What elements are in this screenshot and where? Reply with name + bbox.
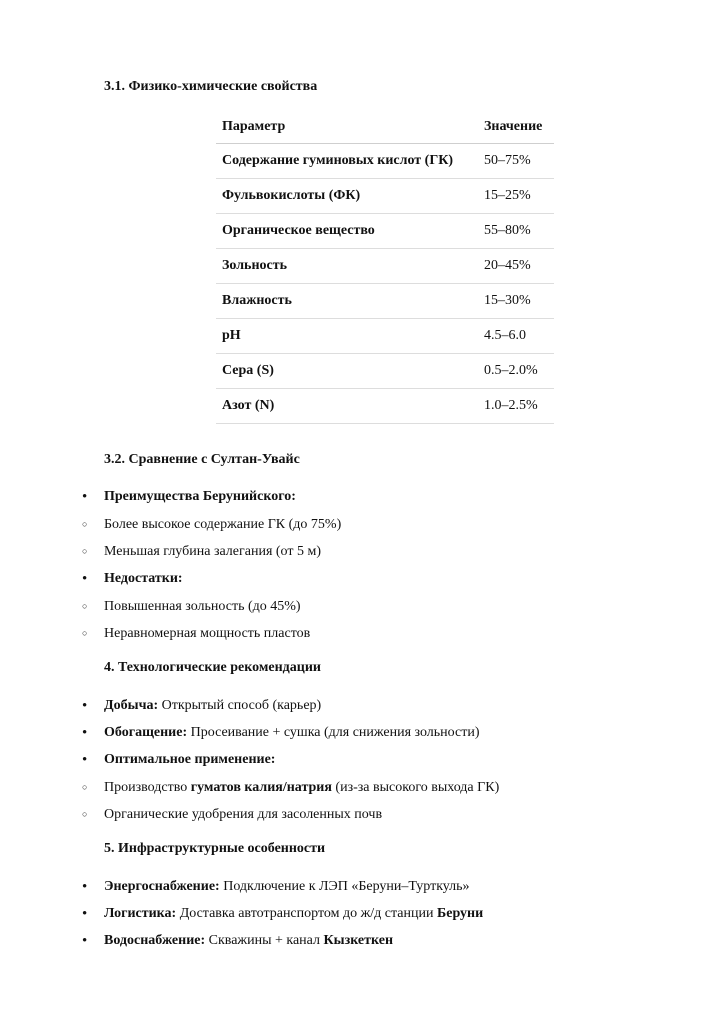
table-row <box>216 284 554 319</box>
advantage-text: Более высокое содержание ГК (до 75%) <box>104 517 342 532</box>
logistics-text: Доставка автотранспортом до ж/д станции <box>176 906 437 921</box>
water-label: Водоснабжение: <box>104 933 206 948</box>
bullet-icon <box>82 488 87 507</box>
list-item <box>104 488 296 506</box>
value-cell: 0.5–2.0% <box>478 354 554 389</box>
drawbacks-label: Недостатки: <box>104 571 183 586</box>
list-item <box>104 751 275 769</box>
parameter-cell: Влажность <box>216 284 478 319</box>
list-item <box>104 598 301 616</box>
section-heading-5: 5. Инфраструктурные особенности <box>104 841 326 856</box>
bullet-icon <box>82 905 87 924</box>
water-canal: Кызкеткен <box>323 933 394 948</box>
energy-text: Подключение к ЛЭП «Беруни–Турткуль» <box>219 879 470 894</box>
table-row <box>216 389 554 424</box>
bullet-icon <box>82 724 87 743</box>
value-cell: 15–30% <box>478 284 554 319</box>
list-item <box>104 697 321 715</box>
list-item <box>104 724 480 742</box>
circle-bullet-icon <box>82 516 87 534</box>
application-label: Оптимальное применение: <box>104 752 276 767</box>
column-header-value: Значение <box>478 110 554 144</box>
circle-bullet-icon <box>82 806 87 824</box>
list-item <box>104 779 499 797</box>
value-cell: 4.5–6.0 <box>478 319 554 354</box>
enrichment-label: Обогащение: <box>104 725 188 740</box>
mining-text: Открытый способ (карьер) <box>158 698 322 713</box>
circle-bullet-icon <box>82 543 87 561</box>
water-text: Скважины + канал <box>205 933 324 948</box>
properties-table <box>216 110 554 424</box>
parameter-cell: Азот (N) <box>216 389 478 424</box>
list-item <box>104 932 393 950</box>
circle-bullet-icon <box>82 779 87 797</box>
logistics-station: Беруни <box>436 906 484 921</box>
parameter-cell: Органическое вещество <box>216 214 478 249</box>
circle-bullet-icon <box>82 598 87 616</box>
table-header-row <box>216 110 554 144</box>
list-item <box>104 543 321 561</box>
advantages-label: Преимущества Берунийского: <box>104 489 296 504</box>
application-item-post: (из-за высокого выхода ГК) <box>331 780 500 795</box>
value-cell: 15–25% <box>478 179 554 214</box>
application-item-bold: гуматов калия/натрия <box>190 780 332 795</box>
bullet-icon <box>82 570 87 589</box>
section-heading-4: 4. Технологические рекомендации <box>104 660 321 675</box>
mining-label: Добыча: <box>104 698 159 713</box>
table-row <box>216 214 554 249</box>
bullet-icon <box>82 878 87 897</box>
drawback-text: Неравномерная мощность пластов <box>104 626 311 641</box>
value-cell: 50–75% <box>478 144 554 179</box>
drawback-text: Повышенная зольность (до 45%) <box>104 599 301 614</box>
logistics-label: Логистика: <box>104 906 177 921</box>
section-heading-3-1: 3.1. Физико-химические свойства <box>104 79 318 94</box>
table-row <box>216 144 554 179</box>
table-row <box>216 354 554 389</box>
bullet-icon <box>82 697 87 716</box>
parameter-cell: pH <box>216 319 478 354</box>
advantage-text: Меньшая глубина залегания (от 5 м) <box>104 544 322 559</box>
list-item <box>104 516 341 534</box>
application-item-text: Органические удобрения для засоленных почв <box>104 807 383 822</box>
table-row <box>216 319 554 354</box>
column-header-parameter: Параметр <box>216 110 478 144</box>
bullet-icon <box>82 751 87 770</box>
parameter-cell: Зольность <box>216 249 478 284</box>
list-item <box>104 570 183 588</box>
list-item <box>104 905 483 923</box>
parameter-cell: Сера (S) <box>216 354 478 389</box>
value-cell: 1.0–2.5% <box>478 389 554 424</box>
list-item <box>104 625 310 643</box>
energy-label: Энергоснабжение: <box>104 879 220 894</box>
value-cell: 55–80% <box>478 214 554 249</box>
application-item-pre: Производство <box>104 780 191 795</box>
bullet-icon <box>82 932 87 951</box>
enrichment-text: Просеивание + сушка (для снижения зольности) <box>187 725 480 740</box>
list-item <box>104 878 470 896</box>
value-cell: 20–45% <box>478 249 554 284</box>
parameter-cell: Содержание гуминовых кислот (ГК) <box>216 144 478 179</box>
table-row <box>216 249 554 284</box>
table-row <box>216 179 554 214</box>
list-item <box>104 806 382 824</box>
section-heading-3-2: 3.2. Сравнение с Султан-Увайс <box>104 452 300 467</box>
parameter-cell: Фульвокислоты (ФК) <box>216 179 478 214</box>
circle-bullet-icon <box>82 625 87 643</box>
